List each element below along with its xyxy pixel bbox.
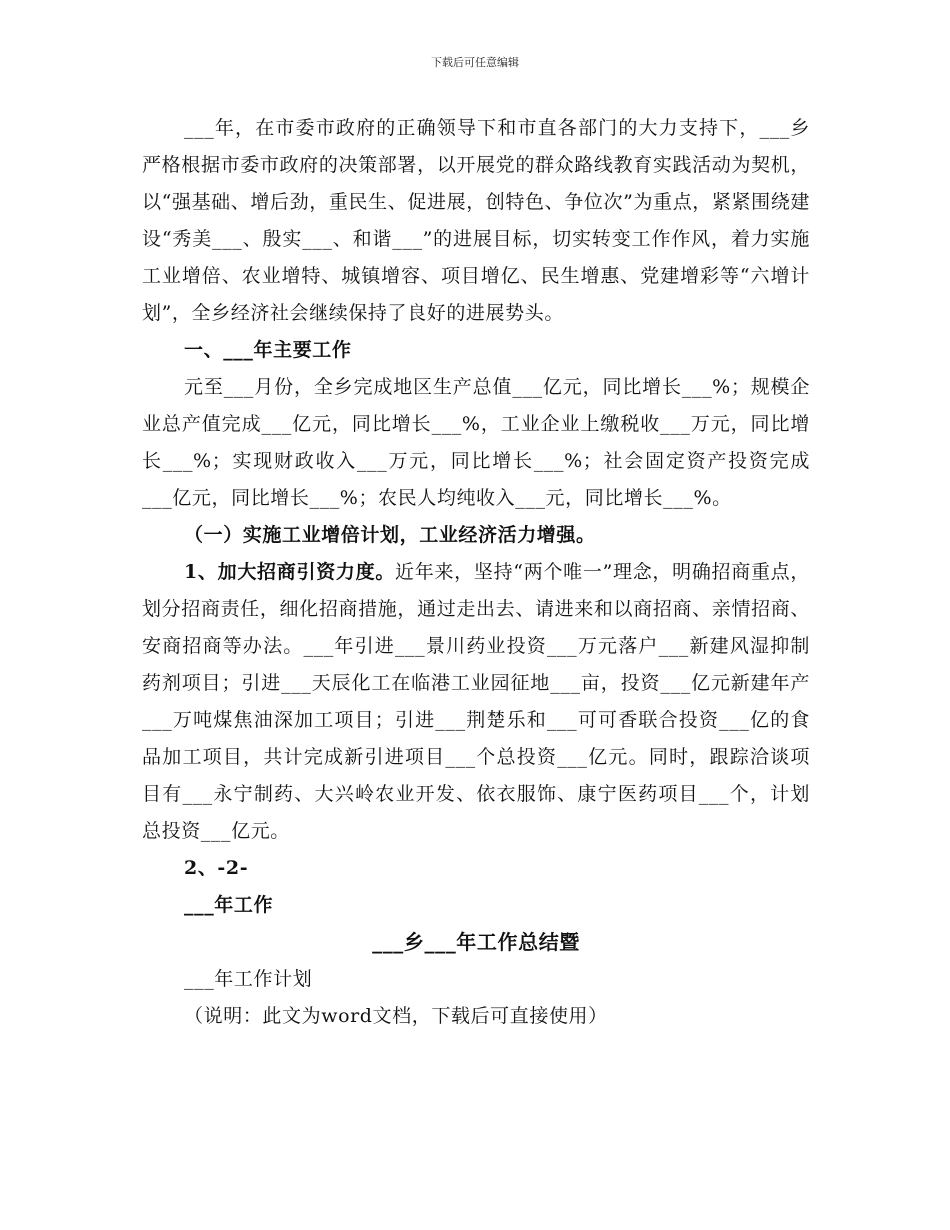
intro-paragraph: ___年，在市委市政府的正确领导下和市直各部门的大力支持下，___乡严格根据市委市政府的决策部署，以开展党的群众路线教育实践活动为契机，以“强基础、增后劲，重民生、促进展，创特色、争位次”为重点，紧紧围绕建设“秀美___、殷实___、和谐___”的进展目标，切实转变工作作风，着力实施工业增倍、农业增特、城镇增容、项目增亿、民生增惠、党建增彩等“六增计划”，全乡经济社会继续保持了良好的进展势头。	[142, 117, 810, 324]
subsection-heading: （一）实施工业增倍计划，工业经济活力增强。	[184, 524, 596, 546]
page-header-note: 下载后可任意编辑	[431, 56, 519, 69]
item-paragraph	[142, 554, 810, 850]
work-line: ___年工作	[184, 894, 274, 916]
section-heading: 一、___年主要工作	[184, 339, 352, 361]
document-title: ___乡___年工作总结暨	[372, 930, 580, 954]
document-body	[142, 110, 810, 1035]
document-subtitle: ___年工作计划	[184, 968, 313, 990]
document-note: （说明：此文为word文档，下载后可直接使用）	[184, 1005, 608, 1027]
item-text: 近年来，坚持“两个唯一”理念，明确招商重点，划分招商责任，细化招商措施，通过走出去、请进来和以商招商、亲情招商、安商招商等办法。___年引进___景川药业投资___万元落户___新建风湿抑制药剂项目；引进___天辰化工在临港工业园征地___亩，投资___亿元新建年产___万吨煤焦油深加工项目；引进___荆楚乐和___可可香联合投资___亿的食品加工项目，共计完成新引进项目___个总投资___亿元。同时，跟踪洽谈项目有___永宁制药、大兴岭农业开发、依衣服饰、康宁医药项目___个，计划总投资___亿元。	[142, 561, 810, 842]
section-paragraph: 元至___月份，全乡完成地区生产总值___亿元，同比增长___%；规模企业总产值完成___亿元，同比增长___%，工业企业上缴税收___万元，同比增长___%；实现财政收入___万元，同比增长___%；社会固定资产投资完成___亿元，同比增长___%；农民人均纯收入___元，同比增长___%。	[142, 376, 810, 509]
item-2-line: 2、-2-	[184, 857, 249, 879]
item-label: 1、加大招商引资力度。	[184, 561, 396, 583]
